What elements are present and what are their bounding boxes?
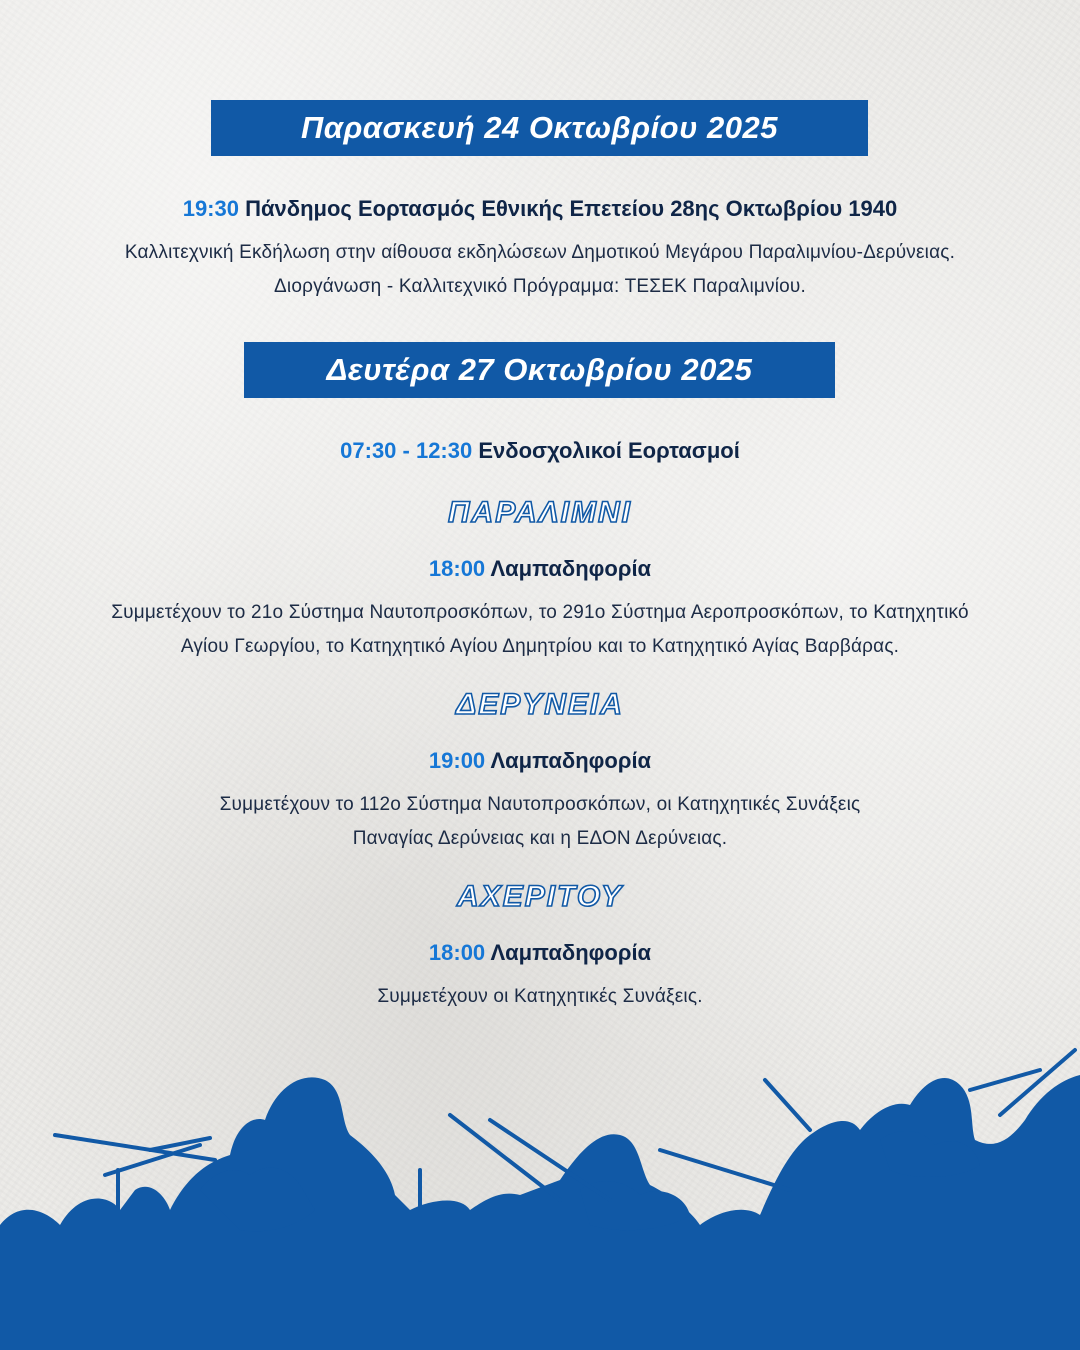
event-description-line: Συμμετέχουν το 21ο Σύστημα Ναυτοπροσκόπων, το 291ο Σύστημα Αεροπροσκόπων, το Κατηχητικό bbox=[111, 602, 969, 623]
event-time: 19:30 bbox=[182, 196, 239, 221]
event-description-line: Καλλιτεχνική Εκδήλωση στην αίθουσα εκδηλώσεων Δημοτικού Μεγάρου Παραλιμνίου-Δερύνειας. bbox=[124, 242, 956, 263]
event-title: Ενδοσχολικοί Εορτασμοί bbox=[478, 438, 740, 463]
event-title-row bbox=[0, 748, 1080, 774]
event-title: Πάνδημος Εορτασμός Εθνικής Επετείου 28ης Οκτωβρίου 1940 bbox=[245, 196, 898, 221]
event-title: Λαμπαδηφορία bbox=[490, 748, 652, 773]
event-time: 07:30 - 12:30 bbox=[340, 438, 473, 463]
event-time: 18:00 bbox=[428, 940, 486, 965]
event-title-row bbox=[0, 940, 1080, 966]
event-description-line: Αγίου Γεωργίου, το Κατηχητικό Αγίου Δημητρίου και το Κατηχητικό Αγίας Βαρβάρας. bbox=[180, 636, 900, 657]
event-title-row bbox=[0, 438, 1080, 464]
location-heading: ΠΑΡΑΛΙΜΝΙ bbox=[448, 496, 632, 529]
event-description-line: Παναγίας Δερύνειας και η ΕΔΟΝ Δερύνειας. bbox=[352, 828, 728, 849]
event-time: 19:00 bbox=[428, 748, 486, 773]
event-title-row bbox=[0, 196, 1080, 222]
date-banner-day2 bbox=[244, 342, 835, 398]
date-banner-text: Δευτέρα 27 Οκτωβρίου 2025 bbox=[326, 352, 753, 387]
soldiers-silhouette-icon bbox=[0, 1020, 1080, 1350]
location-heading: ΔΕΡΥΝΕΙΑ bbox=[456, 688, 624, 721]
location-heading: ΑΧΕΡΙΤΟΥ bbox=[457, 880, 623, 913]
event-title-row bbox=[0, 556, 1080, 582]
date-banner-text: Παρασκευή 24 Οκτωβρίου 2025 bbox=[301, 110, 778, 145]
event-description-line: Συμμετέχουν το 112ο Σύστημα Ναυτοπροσκόπων, οι Κατηχητικές Συνάξεις bbox=[219, 794, 861, 815]
event-description-line: Συμμετέχουν οι Κατηχητικές Συνάξεις. bbox=[377, 986, 703, 1007]
event-title: Λαμπαδηφορία bbox=[490, 940, 652, 965]
event-title: Λαμπαδηφορία bbox=[490, 556, 652, 581]
date-banner-day1 bbox=[211, 100, 868, 156]
event-time: 18:00 bbox=[428, 556, 486, 581]
event-description-line: Διοργάνωση - Καλλιτεχνικό Πρόγραμμα: ΤΕΣΕΚ Παραλιμνίου. bbox=[274, 276, 806, 297]
